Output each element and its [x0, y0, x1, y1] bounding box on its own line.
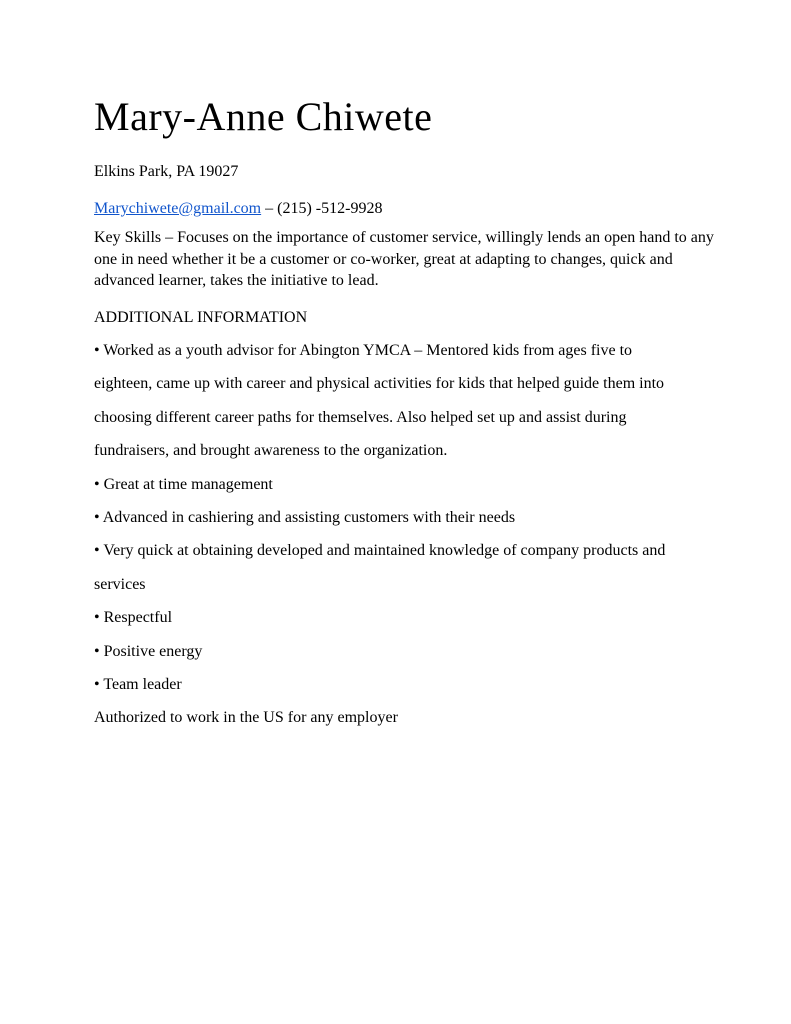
text-line: eighteen, came up with career and physical activities for kids that helped guide them into	[94, 375, 665, 393]
contact-line	[94, 198, 705, 219]
text-line: one in need whether it be a customer or co-worker, great at adapting to changes, quick and	[94, 250, 673, 268]
resume-name-title: Mary-Anne Chiwete	[94, 94, 433, 139]
text-line: • Team leader	[94, 676, 182, 694]
text-line: services	[94, 575, 146, 593]
key-skills-paragraph	[94, 227, 714, 292]
text-line: • Worked as a youth advisor for Abington YMCA – Mentored kids from ages five to	[94, 342, 633, 359]
additional-information-list	[94, 334, 705, 735]
text-line: Authorized to work in the US for any employer	[94, 709, 398, 727]
text-line: • Very quick at obtaining developed and maintained knowledge of company products and	[94, 542, 666, 560]
text-line: fundraisers, and brought awareness to the organization.	[94, 442, 448, 460]
text-line: advanced learner, takes the initiative to lead.	[94, 272, 379, 289]
text-line: Key Skills – Focuses on the importance of customer service, willingly lends an open hand to any	[94, 229, 714, 246]
text-line: choosing different career paths for themselves. Also helped set up and assist during	[94, 408, 627, 426]
text-line: • Positive energy	[94, 642, 203, 660]
section-heading-additional-information: ADDITIONAL INFORMATION	[94, 308, 308, 326]
email-link[interactable]: Marychiwete@gmail.com	[94, 200, 262, 217]
phone-text: – (215) -512-9928	[261, 200, 383, 217]
address-line: Elkins Park, PA 19027	[94, 163, 239, 180]
text-line: • Respectful	[94, 609, 173, 627]
text-line: • Advanced in cashiering and assisting customers with their needs	[94, 509, 516, 527]
text-line: • Great at time management	[94, 475, 273, 493]
